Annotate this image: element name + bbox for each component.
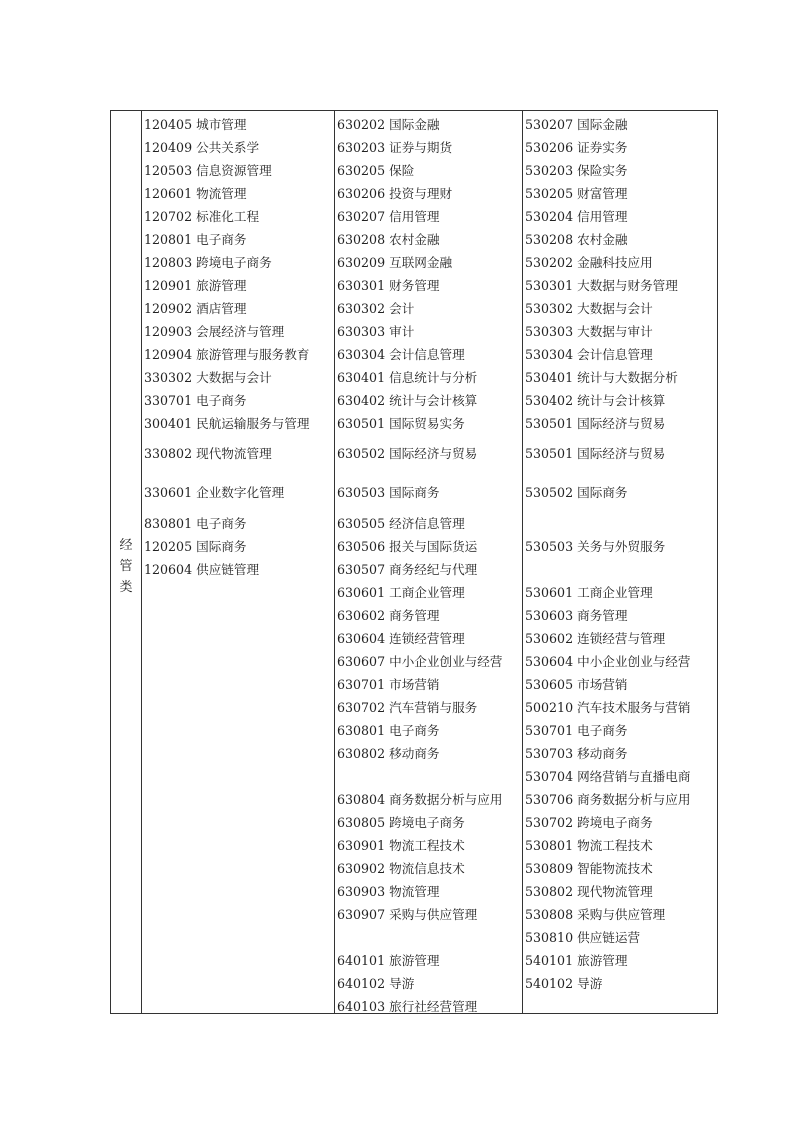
- major-code: 330701: [144, 393, 193, 408]
- major-code: 630607: [337, 654, 386, 669]
- major-name: 报关与国际货运: [389, 539, 478, 554]
- major-name: 商务管理: [577, 608, 628, 623]
- major-code: 540101: [525, 953, 574, 968]
- major-code: 630907: [337, 907, 386, 922]
- major-entry: [525, 699, 690, 717]
- major-code: 530701: [525, 723, 574, 738]
- major-name: 国际经济与贸易: [389, 446, 478, 461]
- major-name: 网络营销与直播电商: [577, 769, 691, 784]
- major-code: 630501: [337, 416, 386, 431]
- major-entry: [337, 883, 439, 901]
- major-name: 现代物流管理: [577, 884, 653, 899]
- major-name: 国际商务: [389, 485, 440, 500]
- major-entry: [525, 837, 653, 855]
- major-entry: [525, 208, 627, 226]
- major-code: 630401: [337, 370, 386, 385]
- major-name: 审计: [389, 324, 415, 339]
- major-entry: [525, 445, 665, 463]
- major-name: 跨境电子商务: [577, 815, 653, 830]
- major-code: 120503: [144, 163, 193, 178]
- major-name: 中小企业创业与经营: [389, 654, 503, 669]
- major-name: 证券实务: [577, 140, 628, 155]
- major-name: 统计与大数据分析: [577, 370, 678, 385]
- major-name: 投资与理财: [389, 186, 453, 201]
- major-entry: [144, 162, 272, 180]
- major-name: 中小企业创业与经营: [577, 654, 691, 669]
- major-code: 630506: [337, 539, 386, 554]
- major-entry: [144, 323, 284, 341]
- major-entry: [337, 906, 477, 924]
- major-name: 互联网金融: [389, 255, 453, 270]
- major-name: 移动商务: [389, 746, 440, 761]
- major-code: 630805: [337, 815, 386, 830]
- major-name: 连锁经营管理: [389, 631, 465, 646]
- major-entry: [525, 883, 653, 901]
- major-entry: [337, 745, 439, 763]
- major-entry: [525, 791, 690, 809]
- major-name: 国际金融: [389, 117, 440, 132]
- major-name: 财富管理: [577, 186, 628, 201]
- major-code: 630604: [337, 631, 386, 646]
- major-code: 530205: [525, 186, 574, 201]
- major-entry: [337, 208, 439, 226]
- major-entry: [144, 484, 284, 502]
- major-entry: [337, 860, 465, 878]
- major-code: 630701: [337, 677, 386, 692]
- major-code: 530503: [525, 539, 574, 554]
- major-name: 导游: [389, 976, 415, 991]
- major-entry: [144, 231, 246, 249]
- major-entry: [525, 484, 627, 502]
- major-entry: [337, 162, 414, 180]
- major-entry: [337, 722, 439, 740]
- major-code: 630208: [337, 232, 386, 247]
- major-name: 汽车营销与服务: [389, 700, 478, 715]
- major-name: 商务数据分析与应用: [389, 792, 503, 807]
- major-name: 信用管理: [577, 209, 628, 224]
- major-entry: [337, 653, 502, 671]
- major-code: 630702: [337, 700, 386, 715]
- major-name: 工商企业管理: [389, 585, 465, 600]
- major-code: 120801: [144, 232, 193, 247]
- major-name: 信用管理: [389, 209, 440, 224]
- major-code: 500210: [525, 700, 574, 715]
- major-entry: [337, 837, 465, 855]
- major-entry: [525, 745, 627, 763]
- major-code: 120604: [144, 562, 193, 577]
- major-entry: [144, 139, 259, 157]
- major-name: 保险实务: [577, 163, 628, 178]
- column-divider: [141, 111, 142, 1013]
- category-char: 管: [119, 558, 133, 574]
- major-code: 630304: [337, 347, 386, 362]
- major-code: 120405: [144, 117, 193, 132]
- major-entry: [144, 300, 246, 318]
- major-name: 酒店管理: [196, 301, 247, 316]
- major-entry: [337, 185, 452, 203]
- major-entry: [525, 415, 665, 433]
- major-name: 商务数据分析与应用: [577, 792, 691, 807]
- major-code: 120702: [144, 209, 193, 224]
- major-code: 640103: [337, 999, 386, 1014]
- major-name: 财务管理: [389, 278, 440, 293]
- major-name: 会计信息管理: [389, 347, 465, 362]
- major-code: 630505: [337, 516, 386, 531]
- major-entry: [144, 538, 246, 556]
- major-code: 120205: [144, 539, 193, 554]
- major-name: 商务管理: [389, 608, 440, 623]
- column-divider: [522, 111, 523, 1013]
- major-name: 国际金融: [577, 117, 628, 132]
- major-code: 530206: [525, 140, 574, 155]
- major-name: 国际经济与贸易: [577, 416, 666, 431]
- major-entry: [337, 392, 477, 410]
- major-name: 经济信息管理: [389, 516, 465, 531]
- major-code: 530207: [525, 117, 574, 132]
- major-name: 统计与会计核算: [577, 393, 666, 408]
- major-code: 630602: [337, 608, 386, 623]
- major-code: 530302: [525, 301, 574, 316]
- major-name: 供应链运营: [577, 930, 641, 945]
- major-entry: [337, 975, 414, 993]
- major-code: 530401: [525, 370, 574, 385]
- major-name: 智能物流技术: [577, 861, 653, 876]
- major-code: 530702: [525, 815, 574, 830]
- major-entry: [525, 975, 602, 993]
- major-code: 640102: [337, 976, 386, 991]
- major-entry: [337, 277, 439, 295]
- major-entry: [337, 300, 414, 318]
- major-code: 530801: [525, 838, 574, 853]
- major-name: 大数据与会计: [196, 370, 272, 385]
- major-code: 530602: [525, 631, 574, 646]
- major-entry: [144, 185, 246, 203]
- major-entry: [525, 300, 653, 318]
- major-entry: [337, 676, 439, 694]
- major-code: 120904: [144, 347, 193, 362]
- major-entry: [337, 538, 477, 556]
- major-entry: [525, 860, 653, 878]
- major-code: 530303: [525, 324, 574, 339]
- major-entry: [525, 346, 653, 364]
- major-name: 连锁经营与管理: [577, 631, 666, 646]
- major-entry: [337, 484, 439, 502]
- major-entry: [337, 346, 465, 364]
- category-label: [111, 526, 141, 606]
- major-entry: [337, 254, 452, 272]
- major-entry: [525, 277, 678, 295]
- major-entry: [525, 630, 665, 648]
- major-name: 公共关系学: [196, 140, 260, 155]
- major-entry: [144, 392, 246, 410]
- major-code: 630802: [337, 746, 386, 761]
- major-name: 农村金融: [577, 232, 628, 247]
- major-code: 630302: [337, 301, 386, 316]
- major-entry: [144, 415, 309, 433]
- major-name: 标准化工程: [196, 209, 260, 224]
- major-code: 120901: [144, 278, 193, 293]
- major-name: 国际贸易实务: [389, 416, 465, 431]
- major-code: 120902: [144, 301, 193, 316]
- major-code: 640101: [337, 953, 386, 968]
- major-name: 大数据与财务管理: [577, 278, 678, 293]
- major-entry: [337, 561, 477, 579]
- major-name: 大数据与会计: [577, 301, 653, 316]
- major-entry: [525, 653, 690, 671]
- major-name: 国际经济与贸易: [577, 446, 666, 461]
- major-entry: [144, 116, 246, 134]
- major-name: 电子商务: [389, 723, 440, 738]
- major-entry: [144, 346, 309, 364]
- major-code: 630502: [337, 446, 386, 461]
- major-code: 330601: [144, 485, 193, 500]
- major-code: 530810: [525, 930, 574, 945]
- major-name: 信息统计与分析: [389, 370, 478, 385]
- major-name: 电子商务: [196, 516, 247, 531]
- major-entry: [144, 561, 259, 579]
- major-entry: [525, 676, 627, 694]
- major-code: 530208: [525, 232, 574, 247]
- major-code: 540102: [525, 976, 574, 991]
- major-code: 630203: [337, 140, 386, 155]
- major-name: 农村金融: [389, 232, 440, 247]
- major-entry: [337, 116, 439, 134]
- major-entry: [525, 392, 665, 410]
- major-code: 530601: [525, 585, 574, 600]
- major-catalog-table: [110, 110, 718, 1014]
- major-name: 大数据与审计: [577, 324, 653, 339]
- major-entry: [337, 323, 414, 341]
- major-entry: [525, 768, 690, 786]
- major-code: 530301: [525, 278, 574, 293]
- major-name: 证券与期货: [389, 140, 453, 155]
- major-code: 630206: [337, 186, 386, 201]
- major-entry: [525, 369, 678, 387]
- major-name: 旅游管理: [389, 953, 440, 968]
- major-name: 跨境电子商务: [389, 815, 465, 830]
- major-entry: [144, 277, 246, 295]
- major-name: 金融科技应用: [577, 255, 653, 270]
- major-code: 630202: [337, 117, 386, 132]
- major-name: 现代物流管理: [196, 446, 272, 461]
- major-name: 市场营销: [389, 677, 440, 692]
- major-entry: [337, 699, 477, 717]
- major-entry: [337, 607, 439, 625]
- major-code: 300401: [144, 416, 193, 431]
- major-entry: [144, 369, 272, 387]
- major-entry: [525, 584, 653, 602]
- major-entry: [525, 231, 627, 249]
- major-entry: [337, 791, 502, 809]
- major-entry: [525, 722, 627, 740]
- major-code: 630303: [337, 324, 386, 339]
- major-code: 530204: [525, 209, 574, 224]
- major-name: 会计信息管理: [577, 347, 653, 362]
- major-name: 物流工程技术: [389, 838, 465, 853]
- major-entry: [525, 185, 627, 203]
- major-code: 530703: [525, 746, 574, 761]
- major-code: 630205: [337, 163, 386, 178]
- major-code: 630901: [337, 838, 386, 853]
- major-name: 会展经济与管理: [196, 324, 285, 339]
- major-name: 旅行社经营管理: [389, 999, 478, 1014]
- major-code: 530808: [525, 907, 574, 922]
- major-name: 城市管理: [196, 117, 247, 132]
- major-entry: [525, 162, 627, 180]
- major-name: 采购与供应管理: [577, 907, 666, 922]
- category-char: 类: [119, 579, 133, 595]
- major-name: 保险: [389, 163, 415, 178]
- major-entry: [525, 929, 640, 947]
- major-name: 采购与供应管理: [389, 907, 478, 922]
- major-entry: [337, 630, 465, 648]
- major-entry: [337, 231, 439, 249]
- major-entry: [337, 584, 465, 602]
- major-code: 120903: [144, 324, 193, 339]
- major-entry: [525, 254, 653, 272]
- major-name: 跨境电子商务: [196, 255, 272, 270]
- major-code: 530304: [525, 347, 574, 362]
- major-entry: [525, 323, 653, 341]
- major-entry: [525, 538, 665, 556]
- major-code: 530604: [525, 654, 574, 669]
- major-name: 信息资源管理: [196, 163, 272, 178]
- major-entry: [144, 515, 246, 533]
- major-entry: [337, 445, 477, 463]
- category-char: 经: [119, 537, 133, 553]
- major-name: 电子商务: [196, 232, 247, 247]
- major-name: 商务经纪与代理: [389, 562, 478, 577]
- major-name: 统计与会计核算: [389, 393, 478, 408]
- major-name: 旅游管理与服务教育: [196, 347, 310, 362]
- major-code: 630601: [337, 585, 386, 600]
- major-code: 630507: [337, 562, 386, 577]
- major-code: 120601: [144, 186, 193, 201]
- major-code: 830801: [144, 516, 193, 531]
- major-code: 530802: [525, 884, 574, 899]
- major-code: 330302: [144, 370, 193, 385]
- major-entry: [525, 906, 665, 924]
- major-name: 物流管理: [196, 186, 247, 201]
- major-name: 旅游管理: [577, 953, 628, 968]
- major-name: 民航运输服务与管理: [196, 416, 310, 431]
- major-name: 电子商务: [577, 723, 628, 738]
- major-code: 530605: [525, 677, 574, 692]
- major-code: 530704: [525, 769, 574, 784]
- major-name: 关务与外贸服务: [577, 539, 666, 554]
- major-name: 会计: [389, 301, 415, 316]
- major-code: 530202: [525, 255, 574, 270]
- major-code: 530402: [525, 393, 574, 408]
- major-code: 530501: [525, 446, 574, 461]
- major-entry: [337, 369, 477, 387]
- major-name: 汽车技术服务与营销: [577, 700, 691, 715]
- major-entry: [337, 814, 465, 832]
- major-entry: [525, 139, 627, 157]
- major-name: 物流信息技术: [389, 861, 465, 876]
- major-name: 物流工程技术: [577, 838, 653, 853]
- major-code: 120409: [144, 140, 193, 155]
- major-code: 530809: [525, 861, 574, 876]
- major-entry: [525, 607, 627, 625]
- major-code: 530203: [525, 163, 574, 178]
- major-entry: [337, 998, 477, 1016]
- major-code: 630503: [337, 485, 386, 500]
- major-entry: [525, 814, 653, 832]
- major-name: 供应链管理: [196, 562, 260, 577]
- major-code: 630402: [337, 393, 386, 408]
- major-entry: [337, 139, 452, 157]
- major-entry: [144, 445, 272, 463]
- major-code: 630801: [337, 723, 386, 738]
- major-entry: [525, 116, 627, 134]
- major-name: 旅游管理: [196, 278, 247, 293]
- major-code: 630209: [337, 255, 386, 270]
- major-entry: [144, 254, 272, 272]
- major-entry: [337, 515, 465, 533]
- major-code: 630902: [337, 861, 386, 876]
- major-code: 120803: [144, 255, 193, 270]
- major-code: 330802: [144, 446, 193, 461]
- major-name: 市场营销: [577, 677, 628, 692]
- major-entry: [337, 415, 465, 433]
- major-name: 物流管理: [389, 884, 440, 899]
- major-name: 国际商务: [577, 485, 628, 500]
- major-code: 530502: [525, 485, 574, 500]
- major-name: 导游: [577, 976, 603, 991]
- major-code: 630301: [337, 278, 386, 293]
- major-entry: [337, 952, 439, 970]
- major-name: 电子商务: [196, 393, 247, 408]
- major-code: 630903: [337, 884, 386, 899]
- major-code: 630804: [337, 792, 386, 807]
- major-code: 530603: [525, 608, 574, 623]
- major-name: 移动商务: [577, 746, 628, 761]
- column-divider: [334, 111, 335, 1013]
- major-code: 530501: [525, 416, 574, 431]
- major-code: 530706: [525, 792, 574, 807]
- major-name: 国际商务: [196, 539, 247, 554]
- major-name: 企业数字化管理: [196, 485, 285, 500]
- major-entry: [144, 208, 259, 226]
- major-code: 630207: [337, 209, 386, 224]
- major-name: 工商企业管理: [577, 585, 653, 600]
- major-entry: [525, 952, 627, 970]
